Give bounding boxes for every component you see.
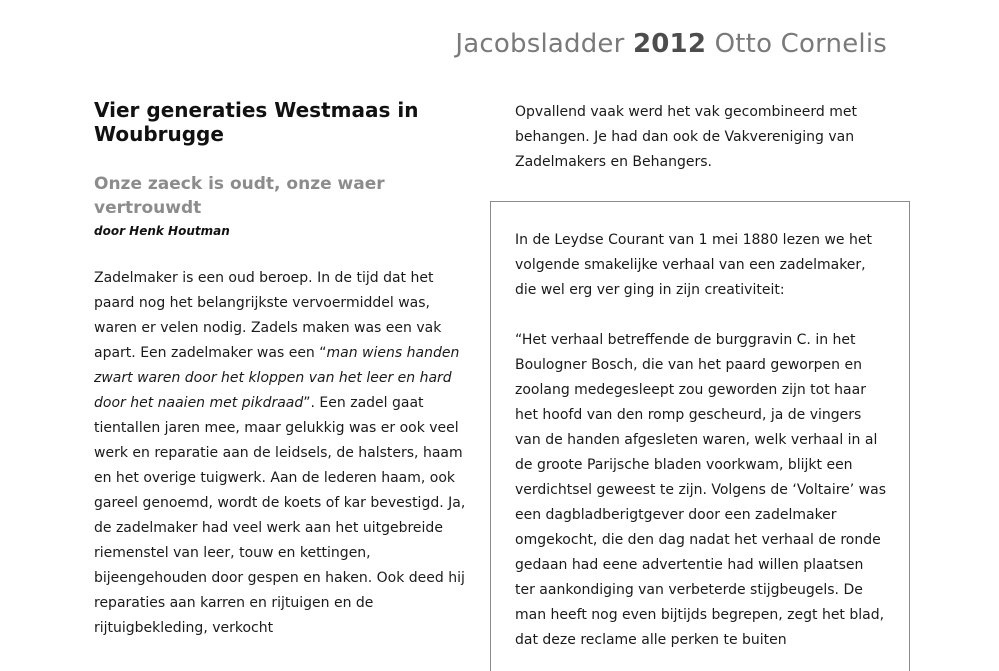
running-header — [455, 26, 887, 62]
box-paragraph-1: In de Leydse Courant van 1 mei 1880 lezen we het volgende smakelijke verhaal van een zadelmaker, die wel erg ver ging in zijn creativiteit: — [515, 232, 872, 298]
quote-box — [490, 201, 910, 671]
left-column — [94, 98, 474, 641]
body-quote: man wiens handen zwart waren door het kloppen van het leer en hard door het naaien met pikdraad — [94, 345, 460, 411]
right-intro-paragraph: Opvallend vaak werd het vak gecombineerd met behangen. Je had dan ook de Vakvereniging van Zadelmakers en Behangers. — [515, 104, 857, 170]
article-byline: door Henk Houtman — [94, 224, 230, 238]
header-author: Otto Cornelis — [714, 29, 887, 59]
body-text-end: ”. Een zadel gaat tientallen jaren mee, maar gelukkig was er ook veel werk en reparatie aan de leidsels, de halsters, haam en het overige tuigwerk. Aan de lederen haam, ook gareel genoemd, wordt de koets of kar bevestigd. Ja, de zadelmaker had veel werk aan het uitgebreide riemenstel van leer, touw en kettingen, bijeengehouden door gespen en haken. Ook deed hij reparaties aan karren en rijtuigen en de rijtuigbekleding, verkocht — [94, 395, 466, 636]
body-paragraph — [94, 266, 474, 641]
header-series: Jacobsladder — [455, 29, 625, 59]
body-text-start: Zadelmaker is een oud beroep. In de tijd dat het paard nog het belangrijkste vervoermiddel was, waren er velen nodig. Zadels maken was een vak apart. Een zadelmaker was een “ — [94, 270, 442, 361]
article-subtitle: Onze zaeck is oudt, onze waer vertrouwdt — [94, 174, 385, 218]
box-paragraph-2: “Het verhaal betreffende de burggravin C. in het Boulogner Bosch, die van het paard geworpen en zoolang medegesleept zou geworden zijn tot haar het hoofd van den romp gescheurd, ja de vingers van de handen afgesleten waren, welk verhaal in al de groote Parijsche bladen voorkwam, blijkt een verdichtsel geweest te zijn. Volgens de ‘Voltaire’ was een dagbladberigtgever door een zadelmaker omgekocht, die den dag nadat het verhaal de ronde gedaan had eene advertentie had willen plaatsen ter aankondiging van verbeterde stijgbeugels. De man heeft nog even bijtijds begrepen, zegt het blad, dat deze reclame alle perken te buiten — [515, 332, 887, 648]
article-title: Vier generaties Westmaas in Woubrugge — [94, 98, 419, 146]
header-year: 2012 — [632, 29, 707, 59]
right-column — [515, 100, 905, 175]
